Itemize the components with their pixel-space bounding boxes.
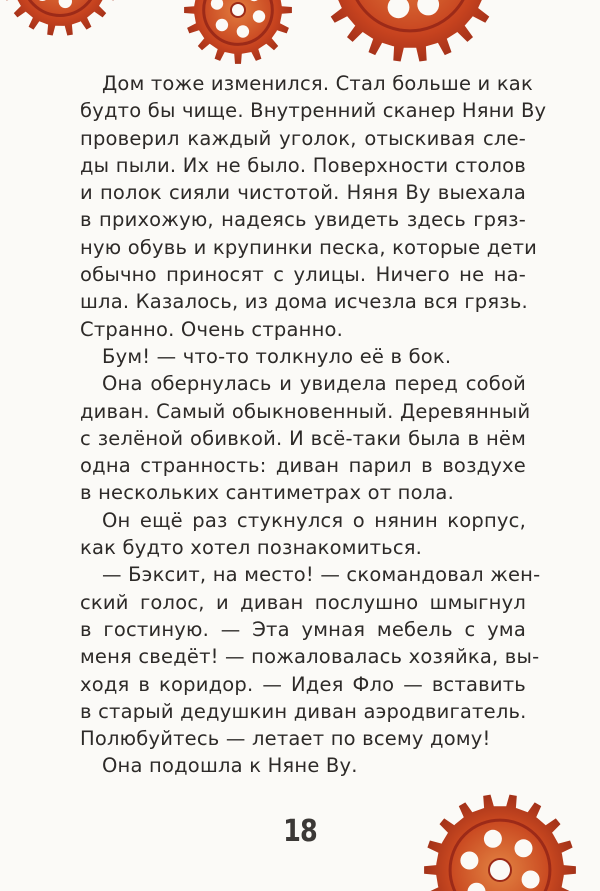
text-line: в прихожую, надеясь увидеть здесь гряз- — [80, 208, 526, 232]
paragraph — [80, 752, 526, 779]
gear-icon — [318, 0, 502, 62]
text-line: Полюбуйтесь — летает по всему дому! — [80, 727, 491, 751]
text-line: ную обувь и крупинки песка, которые дети — [80, 235, 538, 259]
text-line: одна странность: диван парил в воздухе — [80, 454, 526, 478]
text-line: Он ещё раз стукнулся о нянин корпус, — [102, 508, 526, 532]
bottom-gear-decoration — [418, 778, 600, 891]
text-line: Она обернулась и увидела перед собой — [102, 372, 526, 396]
text-line: меня сведёт! — пожаловалась хозяйка, вы- — [80, 645, 540, 669]
text-line: ды пыли. Их не было. Поверхности столов — [80, 153, 526, 177]
text-line: диван. Самый обыкновенный. Деревянный — [80, 399, 531, 423]
paragraph — [80, 370, 531, 506]
text-line: Странно. Очень странно. — [80, 317, 344, 341]
paragraph — [80, 343, 526, 370]
text-line: как будто хотел познакомиться. — [80, 536, 423, 560]
text-line: обычно приносят с улицы. Ничего не на- — [80, 263, 526, 287]
text-line: в нескольких сантиметрах от пола. — [80, 481, 454, 505]
text-line: Она подошла к Няне Ву. — [102, 754, 358, 778]
text-line: с зелёной обивкой. И всё-таки была в нём — [80, 426, 526, 450]
text-line: ходя в коридор. — Идея Фло — вставить — [80, 672, 526, 696]
gear-icon — [2, 0, 118, 36]
text-line: в старый дедушкин диван аэродвигатель. — [80, 699, 527, 723]
text-line: шла. Казалось, из дома исчезла вся грязь. — [80, 290, 528, 314]
text-line: — Бэксит, на место! — скомандовал жен- — [102, 563, 541, 587]
paragraph — [80, 507, 526, 562]
paragraph — [80, 70, 547, 343]
text-line: Дом тоже изменился. Стал больше и как — [102, 72, 533, 95]
text-line: в гостиную. — Эта умная мебель с ума — [80, 617, 526, 641]
text-line: и полок сияли чистотой. Няня Ву выехала — [80, 181, 526, 205]
text-line: Бум! — что-то толкнуло её в бок. — [102, 344, 452, 368]
paragraph — [80, 561, 541, 752]
text-line: ский голос, и диван послушно шмыгнул — [80, 590, 526, 614]
text-line: проверил каждый уголок, отыскивая сле- — [80, 126, 526, 150]
text-line: будто бы чище. Внутренний сканер Няни Ву — [80, 99, 547, 123]
body-text — [80, 70, 547, 780]
page-number: 18 — [283, 814, 317, 849]
gear-icon — [184, 0, 292, 64]
top-gears-decoration — [0, 0, 600, 70]
gear-icon — [424, 795, 576, 891]
